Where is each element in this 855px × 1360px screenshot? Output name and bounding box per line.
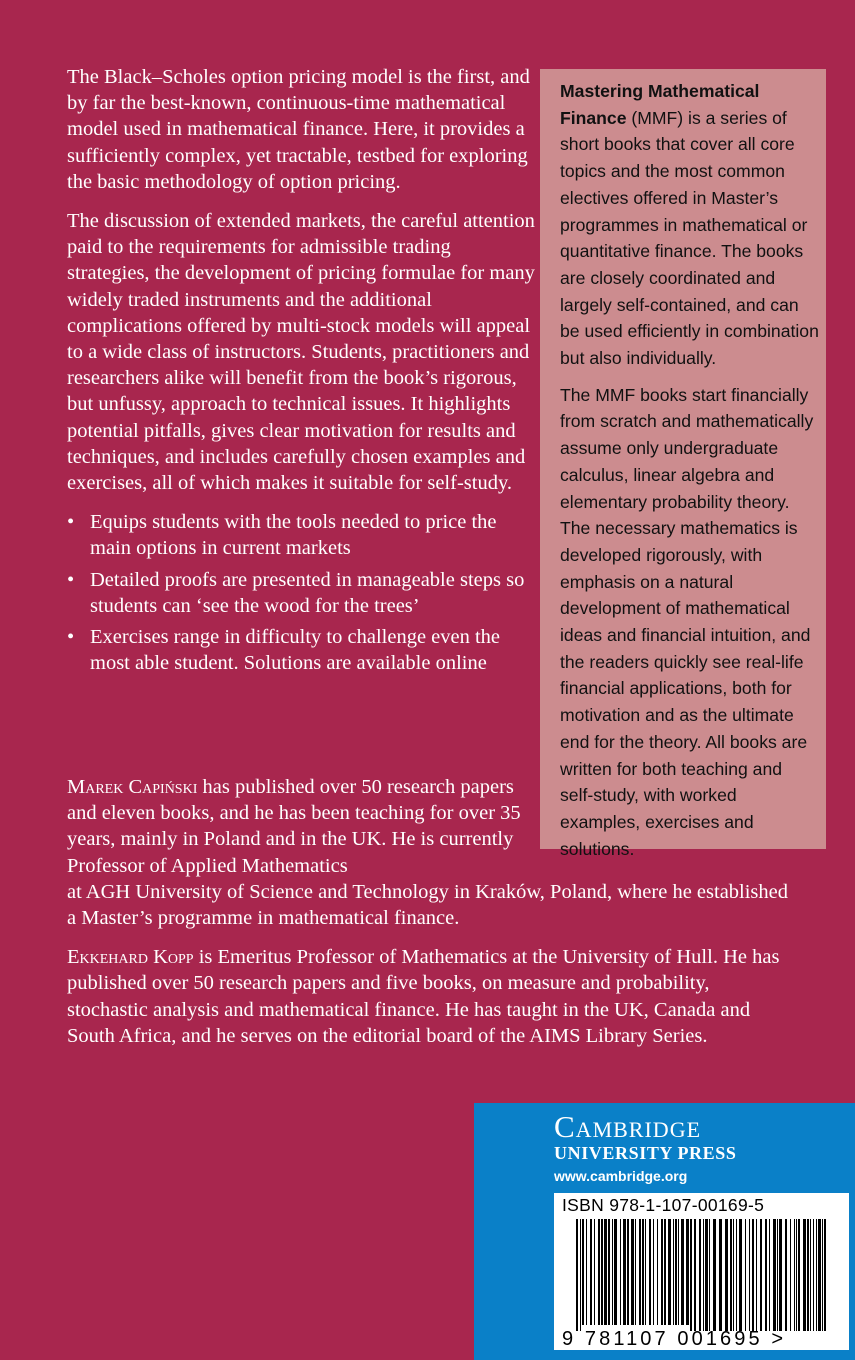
barcode-bar xyxy=(604,1219,607,1325)
barcode-bar xyxy=(736,1219,737,1331)
barcode-bar xyxy=(725,1219,728,1331)
barcode-bar xyxy=(601,1219,603,1325)
series-paragraph xyxy=(560,78,820,372)
barcode-bar xyxy=(824,1219,826,1331)
publisher-subtitle: UNIVERSITY PRESS xyxy=(554,1143,737,1163)
author-name: Ekkehard Kopp xyxy=(67,946,194,969)
barcode-bar xyxy=(752,1219,754,1331)
barcode-bar xyxy=(798,1219,800,1331)
barcode-number: 9 781107 001695 > xyxy=(562,1328,787,1350)
barcode-bar xyxy=(649,1219,651,1325)
barcode-bar xyxy=(709,1219,710,1331)
barcode-bar xyxy=(730,1219,732,1331)
list-item xyxy=(67,509,537,561)
series-paragraph: The MMF books start financially from scratch and mathematically assume only undergraduate calculus, linear algebra and elementary probability theory. The necessary mathematics is developed rigorously, with emphasis on a natural development of mathematical ideas and financial intuition, and the readers quickly see real-life financial applications, both for motivation and as the ultimate end for the theory. All books are written for both teaching and self-study, with worked examples, exercises and solutions. xyxy=(560,384,814,859)
barcode-bar xyxy=(794,1219,795,1331)
barcode-bar xyxy=(586,1219,587,1325)
barcode-bar xyxy=(635,1219,636,1325)
barcode-bar xyxy=(810,1219,811,1331)
barcode-bar xyxy=(760,1219,762,1331)
barcode-bar xyxy=(703,1219,704,1331)
publisher-logo: Cambridge xyxy=(554,1109,702,1144)
series-info-box xyxy=(540,69,826,859)
barcode-bar xyxy=(822,1219,823,1331)
publisher-block xyxy=(474,1103,855,1360)
list-item-text: Exercises range in difficulty to challenge even the most able student. Solutions are available online xyxy=(90,626,501,675)
barcode-bar xyxy=(675,1219,677,1325)
barcode-bar xyxy=(668,1219,671,1325)
bullet-icon: • xyxy=(67,511,75,534)
barcode-bar xyxy=(699,1219,701,1331)
bullet-icon: • xyxy=(67,568,75,591)
barcode-bar xyxy=(664,1219,666,1325)
description-paragraph: The Black–Scholes option pricing model is the first, and by far the best-known, continuous-time mathematical model used in mathematical finance. Here, it provides a sufficiently complex, yet tractable, testbed for exploring the basic methodology of option pricing. xyxy=(67,66,530,193)
author-bio-text: is Emeritus Professor of Mathematics at the University of Hull. He has published over 50 research papers and five books, on measure and probability, stochastic analysis and mathematical finance. He has taught in the UK, Canada and South Africa, and he serves on the editorial board of the AIMS Library Series. xyxy=(67,946,780,1047)
author-bio-top xyxy=(67,774,537,879)
bullet-icon: • xyxy=(67,626,75,649)
barcode-bar xyxy=(745,1219,746,1331)
barcode-bar xyxy=(769,1219,770,1331)
barcode-bar xyxy=(756,1219,757,1331)
barcode-bar xyxy=(590,1219,592,1325)
barcode-bar xyxy=(673,1219,674,1325)
barcode-bar xyxy=(576,1219,578,1331)
barcode-bar xyxy=(627,1219,629,1325)
barcode-bar xyxy=(653,1219,654,1325)
barcode-bar xyxy=(796,1219,797,1331)
author-bio xyxy=(67,944,792,1049)
barcode-bar xyxy=(608,1219,610,1325)
barcode-bar xyxy=(803,1219,806,1331)
barcode-bar xyxy=(582,1219,584,1325)
list-item-text: Detailed proofs are presented in manageable steps so students can ‘see the wood for the trees’ xyxy=(90,568,525,617)
barcode-bar xyxy=(816,1219,817,1331)
barcode-bar xyxy=(777,1219,778,1331)
series-name: Mastering Mathematical Finance xyxy=(560,81,760,128)
barcode-bar xyxy=(705,1219,708,1331)
list-item-text: Equips students with the tools needed to price the main options in current markets xyxy=(90,511,497,560)
list-item xyxy=(67,624,537,676)
barcode-icon xyxy=(554,1193,849,1350)
barcode-bar xyxy=(818,1219,821,1331)
barcode-bar xyxy=(598,1219,600,1325)
barcode-bar xyxy=(813,1219,814,1331)
barcode-bar xyxy=(645,1219,646,1325)
description-paragraph: The discussion of extended markets, the careful attention paid to the requirements for admissible trading strategies, the development of pricing formulae for many widely traded instruments and the additional complications offered by multi-stock models will appeal to a wide class of instructors. Students, practitioners and researchers alike will benefit from the book’s rigorous, but unfussy, approach to technical issues. It highlights potential pitfalls, gives clear motivation for results and techniques, and includes carefully chosen examples and exercises, all of which makes it suitable for self-study. xyxy=(67,210,535,495)
barcode-bar xyxy=(779,1219,782,1331)
barcode-bar xyxy=(733,1219,734,1331)
description-column xyxy=(67,64,537,689)
barcode-bar xyxy=(678,1219,679,1325)
author-bio-text: has published over 50 research papers and eleven books, and he has been teaching for over 35 years, mainly in Poland and in the UK. He is currently Professor of Applied Mathematics xyxy=(67,776,521,877)
barcode-bar xyxy=(739,1219,742,1331)
barcode-bar xyxy=(807,1219,809,1331)
barcode-bar xyxy=(749,1219,750,1331)
list-item xyxy=(67,567,537,619)
barcode-bar xyxy=(686,1219,689,1325)
barcode-bar xyxy=(580,1219,581,1331)
author-name: Marek Capiński xyxy=(67,776,198,798)
barcode-bar xyxy=(661,1219,663,1325)
series-text: (MMF) is a series of short books that cover all core topics and the most common electives offered in Master’s programmes in mathematical or quantitative finance. The books are closely coordinated and largely self-contained, and can be used efficiently in combination but also individually. xyxy=(560,107,819,369)
author-bio-text: at AGH University of Science and Technology in Kraków, Poland, where he established a Master’s programme in mathematical finance. xyxy=(67,880,789,930)
barcode-bar xyxy=(612,1219,613,1325)
barcode-bar xyxy=(790,1219,791,1331)
barcode-bar xyxy=(639,1219,641,1325)
barcode-bar xyxy=(620,1219,621,1325)
barcode-bar xyxy=(773,1219,776,1331)
barcode-bar xyxy=(642,1219,644,1325)
barcode-panel xyxy=(554,1193,849,1350)
publisher-url: www.cambridge.org xyxy=(554,1168,688,1184)
barcode-bar xyxy=(765,1219,767,1331)
barcode-bar xyxy=(657,1219,658,1325)
barcode-bar xyxy=(681,1219,684,1325)
barcode-bar xyxy=(690,1219,692,1331)
barcode-bar xyxy=(694,1219,696,1331)
isbn-label: ISBN 978-1-107-00169-5 xyxy=(562,1195,765,1215)
barcode-bar xyxy=(594,1219,595,1325)
barcode-bar xyxy=(713,1219,716,1331)
barcode-bar xyxy=(785,1219,787,1331)
feature-list xyxy=(67,509,537,676)
barcode-bar xyxy=(614,1219,617,1325)
barcode-bar xyxy=(719,1219,722,1331)
barcode-bar xyxy=(623,1219,626,1325)
barcode-bar xyxy=(631,1219,634,1325)
